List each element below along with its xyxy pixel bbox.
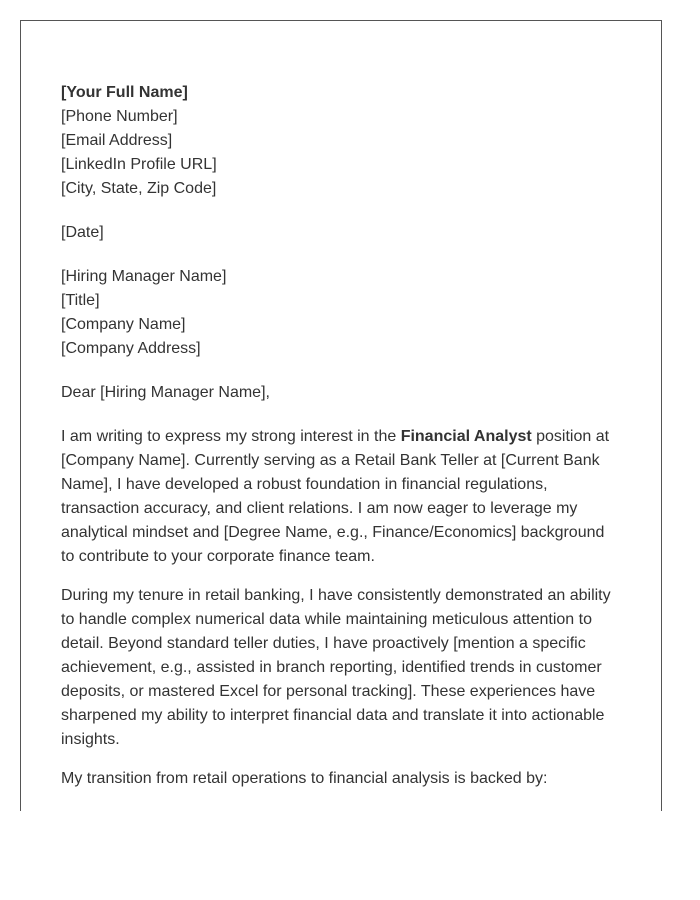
recipient-name: [Hiring Manager Name] xyxy=(61,268,227,285)
letter-date: [Date] xyxy=(61,224,104,241)
recipient-company: [Company Name] xyxy=(61,316,186,333)
letter-content xyxy=(61,81,621,791)
position-title: Financial Analyst xyxy=(400,428,532,445)
paragraph-experience: During my tenure in retail banking, I have consistently demonstrated an ability to handle complex numerical data while maintaining meticulous attention to detail. Beyond standard teller duties, I have proactively [mention a specific achievement, e.g., assisted in branch reporting, identified trends in customer deposits, or mastered Excel for personal tracking]. These experiences have sharpened my ability to interpret financial data and translate it into actionable insights. xyxy=(61,587,611,748)
paragraph-intro xyxy=(61,425,621,569)
sender-linkedin: [LinkedIn Profile URL] xyxy=(61,156,217,173)
sender-phone: [Phone Number] xyxy=(61,108,178,125)
recipient-block xyxy=(61,265,621,361)
paragraph-intro-after: position at [Company Name]. Currently serving as a Retail Bank Teller at [Current Bank Name], I have developed a robust foundation in financial regulations, transaction accuracy, and client relations. I am now eager to leverage my analytical mindset and [Degree Name, e.g., Finance/Economics] background to contribute to your corporate finance team. xyxy=(61,428,610,565)
salutation: Dear [Hiring Manager Name], xyxy=(61,384,270,401)
sender-block xyxy=(61,81,621,201)
letter-page xyxy=(20,20,662,811)
sender-email: [Email Address] xyxy=(61,132,173,149)
sender-full-name: [Your Full Name] xyxy=(61,84,188,101)
recipient-address: [Company Address] xyxy=(61,340,201,357)
recipient-title: [Title] xyxy=(61,292,100,309)
paragraph-intro-before: I am writing to express my strong interest in the xyxy=(61,428,401,445)
date-block xyxy=(61,221,621,245)
sender-location: [City, State, Zip Code] xyxy=(61,180,217,197)
paragraph-transition: My transition from retail operations to financial analysis is backed by: xyxy=(61,770,548,787)
salutation-block xyxy=(61,381,621,405)
